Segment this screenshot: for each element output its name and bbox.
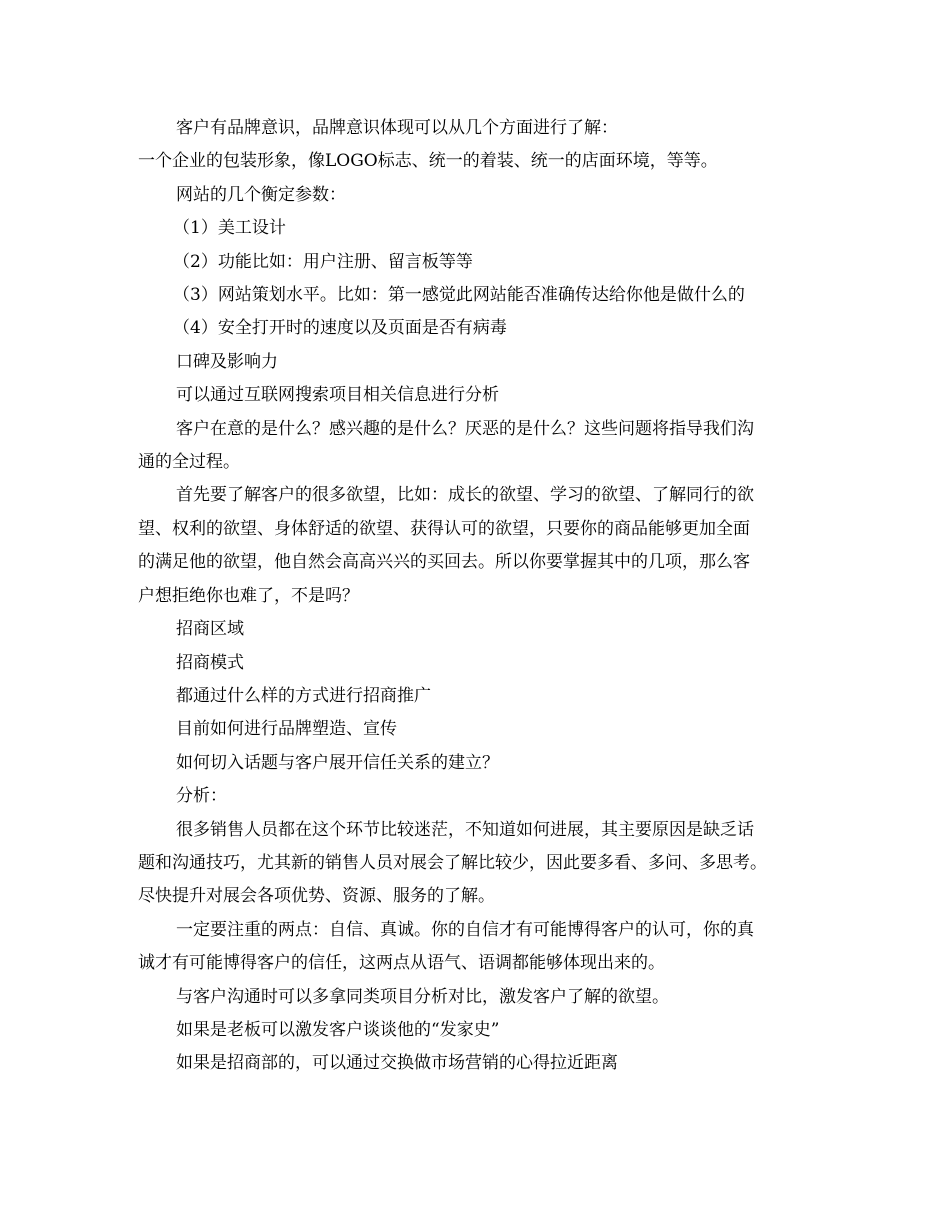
heading-build-trust: 如何切入话题与客户展开信任关系的建立？: [176, 752, 499, 773]
paragraph-brand-image: 一个企业的包装形象，像LOGO标志、统一的着装、统一的店面环境，等等。: [138, 151, 718, 172]
paragraph-customer-desires-cont-2: 的满足他的欲望，他自然会高高兴兴的买回去。所以你要掌握其中的几项，那么客: [138, 552, 750, 573]
list-item-art-design: （1）美工设计: [173, 218, 286, 239]
paragraph-promotion-methods: 都通过什么样的方式进行招商推广: [176, 685, 431, 706]
document-body: [138, 112, 828, 1081]
paragraph-customer-desires-cont-3: 户想拒绝你也难了，不是吗？: [138, 585, 359, 606]
heading-investment-model: 招商模式: [176, 652, 244, 673]
paragraph-confidence-sincerity-cont: 诚才有可能博得客户的信任，这两点从语气、语调都能够体现出来的。: [138, 953, 665, 974]
paragraph-customer-desires: 首先要了解客户的很多欲望，比如：成长的欲望、学习的欲望、了解同行的欲: [176, 485, 754, 506]
paragraph-internet-search: 可以通过互联网搜索项目相关信息进行分析: [176, 385, 499, 406]
paragraph-customer-concerns-cont: 通的全过程。: [138, 452, 240, 473]
paragraph-brand-awareness: 客户有品牌意识，品牌意识体现可以从几个方面进行了解：: [176, 118, 618, 138]
heading-reputation: 口碑及影响力: [176, 351, 278, 372]
paragraph-investment-dept: 如果是招商部的，可以通过交换做市场营销的心得拉近距离: [176, 1053, 618, 1074]
paragraph-compare-projects: 与客户沟通时可以多拿同类项目分析对比，激发客户了解的欲望。: [176, 986, 669, 1007]
paragraph-confidence-sincerity: 一定要注重的两点：自信、真诚。你的自信才有可能博得客户的认可，你的真: [176, 919, 754, 940]
list-item-security: （4）安全打开时的速度以及页面是否有病毒: [173, 318, 507, 339]
heading-website-params: 网站的几个衡定参数：: [176, 184, 346, 205]
heading-investment-region: 招商区域: [176, 619, 244, 640]
paragraph-sales-confusion-cont-2: 尽快提升对展会各项优势、资源、服务的了解。: [138, 886, 495, 907]
heading-analysis: 分析：: [176, 786, 227, 807]
paragraph-sales-confusion-cont-1: 题和沟通技巧，尤其新的销售人员对展会了解比较少，因此要多看、多问、多思考。: [138, 852, 767, 873]
paragraph-sales-confusion: 很多销售人员都在这个环节比较迷茫，不知道如何进展，其主要原因是缺乏话: [176, 819, 754, 840]
paragraph-customer-desires-cont-1: 望、权利的欲望、身体舒适的欲望、获得认可的欲望，只要你的商品能够更加全面: [138, 518, 750, 539]
list-item-planning: （3）网站策划水平。比如：第一感觉此网站能否准确传达给你他是做什么的: [173, 285, 745, 306]
list-item-functions: （2）功能比如：用户注册、留言板等等: [173, 251, 473, 272]
paragraph-brand-building: 目前如何进行品牌塑造、宣传: [176, 719, 397, 740]
paragraph-boss-history: 如果是老板可以激发客户谈谈他的“发家史”: [176, 1019, 500, 1040]
paragraph-customer-concerns: 客户在意的是什么？感兴趣的是什么？厌恶的是什么？这些问题将指导我们沟: [176, 418, 754, 439]
